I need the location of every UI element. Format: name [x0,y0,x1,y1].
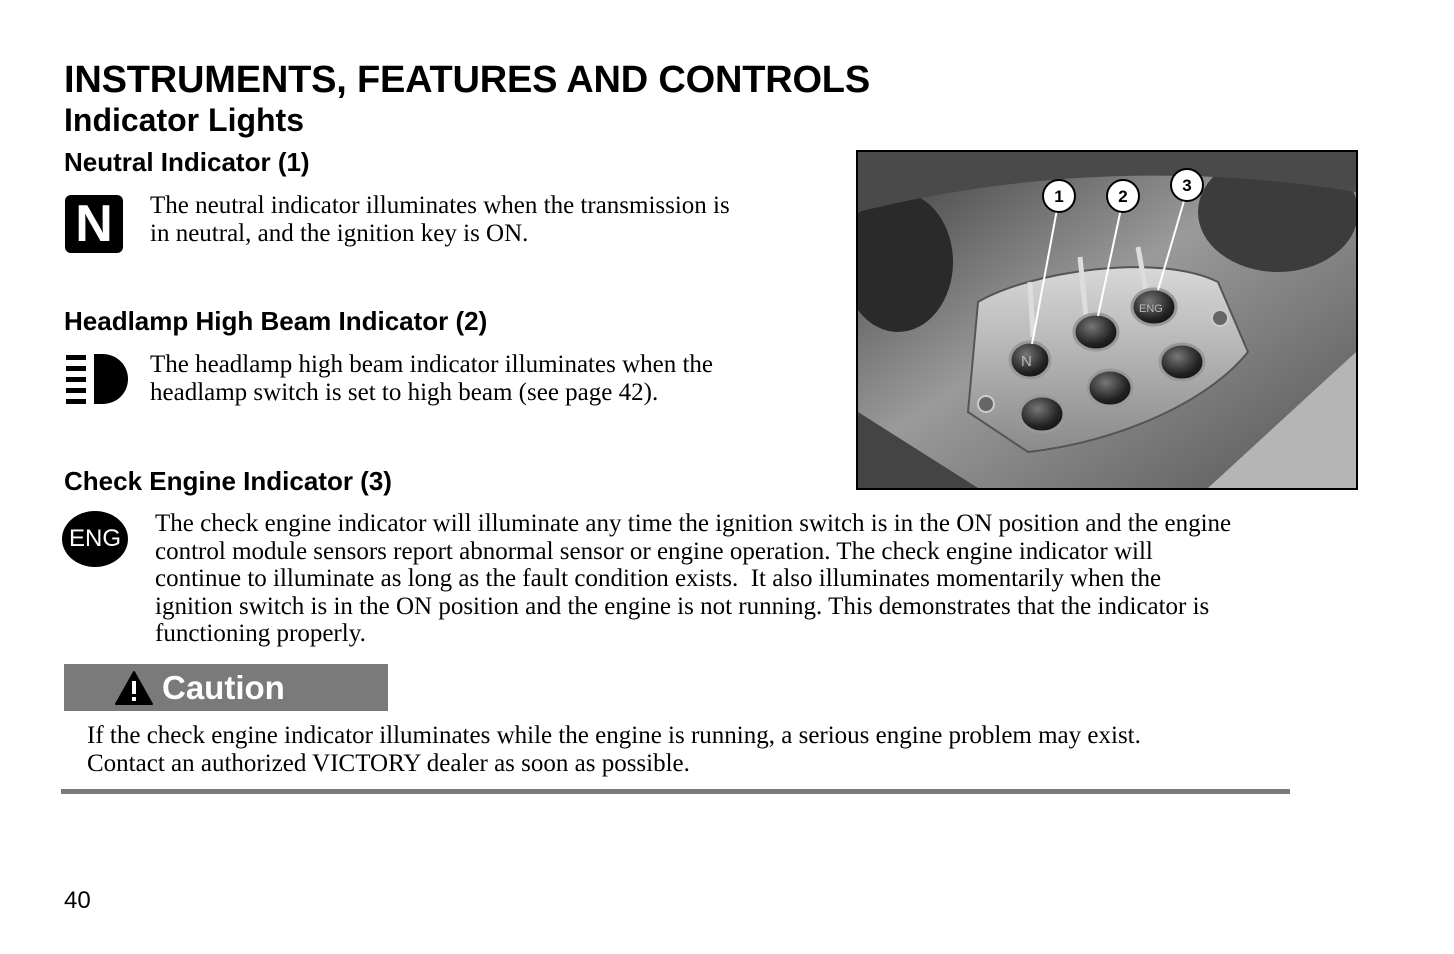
section-title: Indicator Lights [64,102,304,138]
photo-lamp-label-eng: ENG [1139,303,1163,315]
check-engine-icon: ENG [62,511,128,567]
callout-1: 1 [1054,187,1064,206]
neutral-line-2: in neutral, and the ignition key is ON. [150,220,529,247]
engine-line-5: functioning properly. [155,620,366,648]
headlamp-line-2: headlamp switch is set to high beam (see page 42). [150,379,659,406]
photo-lamp-label-n: N [1021,353,1032,370]
caution-line-2: Contact an authorized VICTORY dealer as soon as possible. [87,749,690,777]
headlamp-heading: Headlamp High Beam Indicator (2) [64,306,488,336]
caution-line-1: If the check engine indicator illuminates while the engine is running, a serious engine problem may exist. [87,722,1141,749]
engine-line-4: ignition switch is in the ON position and the engine is not running. This demonstrates that the indicator is [155,592,1210,620]
engine-line-3: continue to illuminate as long as the fault condition exists. It also illuminates momentarily when the [155,565,1162,593]
caution-text [87,722,1141,777]
engine-description [155,510,1231,648]
caution-divider [61,789,1290,794]
page-number: 40 [64,887,91,914]
engine-line-1: The check engine indicator will illuminate any time the ignition switch is in the ON position and the engine [155,510,1232,537]
page-title: INSTRUMENTS, FEATURES AND CONTROLS [64,59,870,101]
indicator-panel-photo [856,150,1358,490]
neutral-line-1: The neutral indicator illuminates when the transmission is [150,192,730,219]
neutral-icon: N [65,195,123,253]
headlamp-description [150,351,713,407]
caution-label: Caution [162,669,285,706]
callout-3: 3 [1182,176,1192,195]
neutral-description [150,192,730,248]
engine-line-2: control module sensors report abnormal sensor or engine operation. The check engine indicator will [155,537,1153,565]
headlamp-line-1: The headlamp high beam indicator illuminates when the [150,351,714,378]
engine-heading: Check Engine Indicator (3) [64,466,392,496]
warning-icon [114,670,154,706]
callout-2: 2 [1118,187,1128,206]
high-beam-icon [64,352,130,406]
neutral-heading: Neutral Indicator (1) [64,147,310,177]
